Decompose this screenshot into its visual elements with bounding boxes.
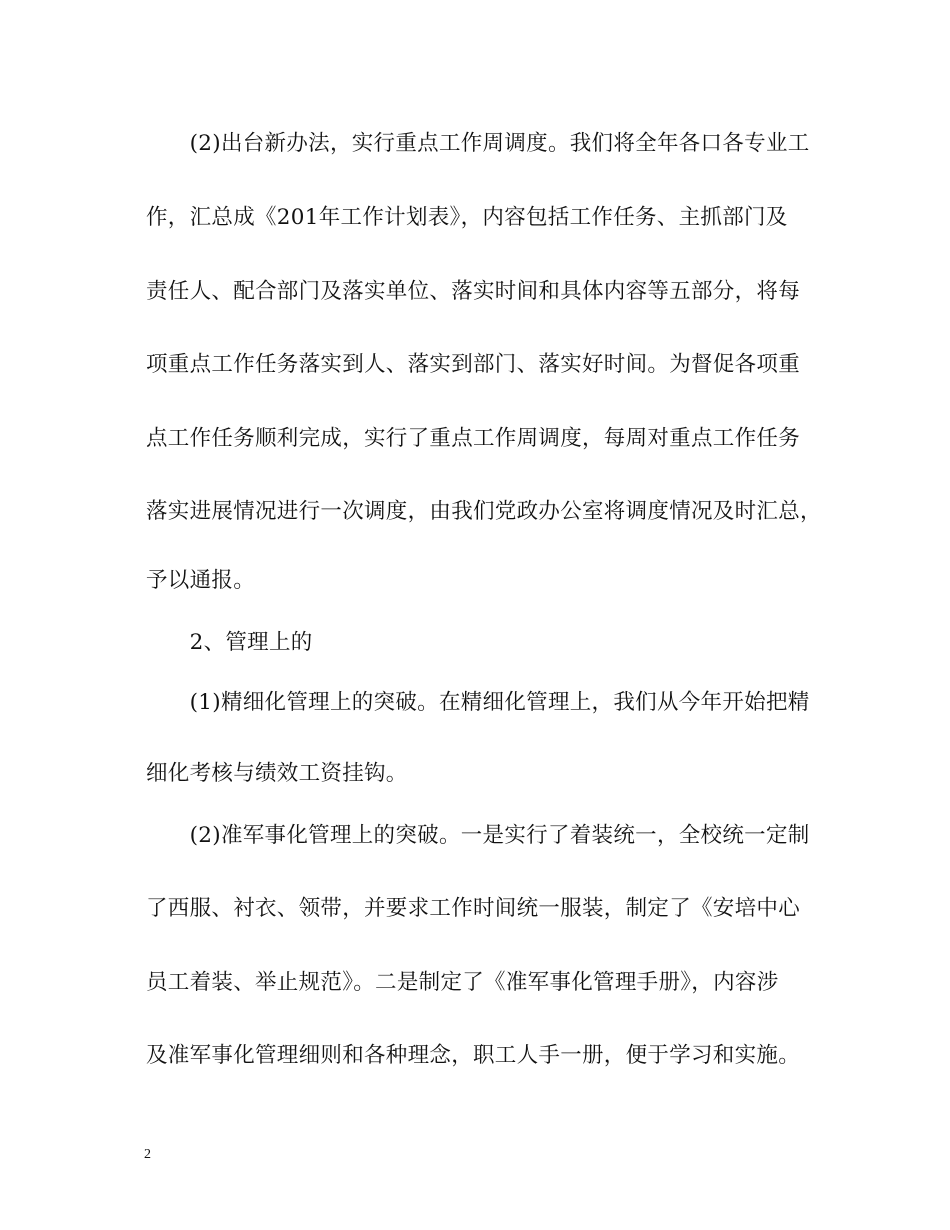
page-number: 2 xyxy=(144,1147,151,1162)
text-line: 员工着装、举止规范》。二是制定了《准军事化管理手册》，内容涉 xyxy=(146,970,779,995)
section-heading: 2、管理上的 xyxy=(146,630,313,655)
text-line: 责任人、配合部门及落实单位、落实时间和具体内容等五部分，将每 xyxy=(146,279,801,304)
text-line: 项重点工作任务落实到人、落实到部门、落实好时间。为督促各项重 xyxy=(146,352,801,377)
text-line: 了西服、衬衣、领带，并要求工作时间统一服装，制定了《安培中心 xyxy=(146,896,801,921)
text-line: 点工作任务顺利完成，实行了重点工作周调度，每周对重点工作任务 xyxy=(146,426,801,451)
text-line: 落实进展情况进行一次调度，由我们党政办公室将调度情况及时汇总， xyxy=(146,499,822,524)
text-line: 作，汇总成《201年工作计划表》，内容包括工作任务、主抓部门及 xyxy=(146,205,788,230)
text-line: 细化考核与绩效工资挂钩。 xyxy=(146,761,408,786)
text-line: (1)精细化管理上的突破。在精细化管理上，我们从今年开始把精 xyxy=(146,690,810,715)
text-line: 及准军事化管理细则和各种理念，职工人手一册，便于学习和实施。 xyxy=(146,1043,801,1068)
text-line: 予以通报。 xyxy=(146,568,256,593)
text-line: (2)出台新办法，实行重点工作周调度。我们将全年各口各专业工 xyxy=(146,131,810,156)
text-line: (2)准军事化管理上的突破。一是实行了着装统一，全校统一定制 xyxy=(146,823,810,848)
